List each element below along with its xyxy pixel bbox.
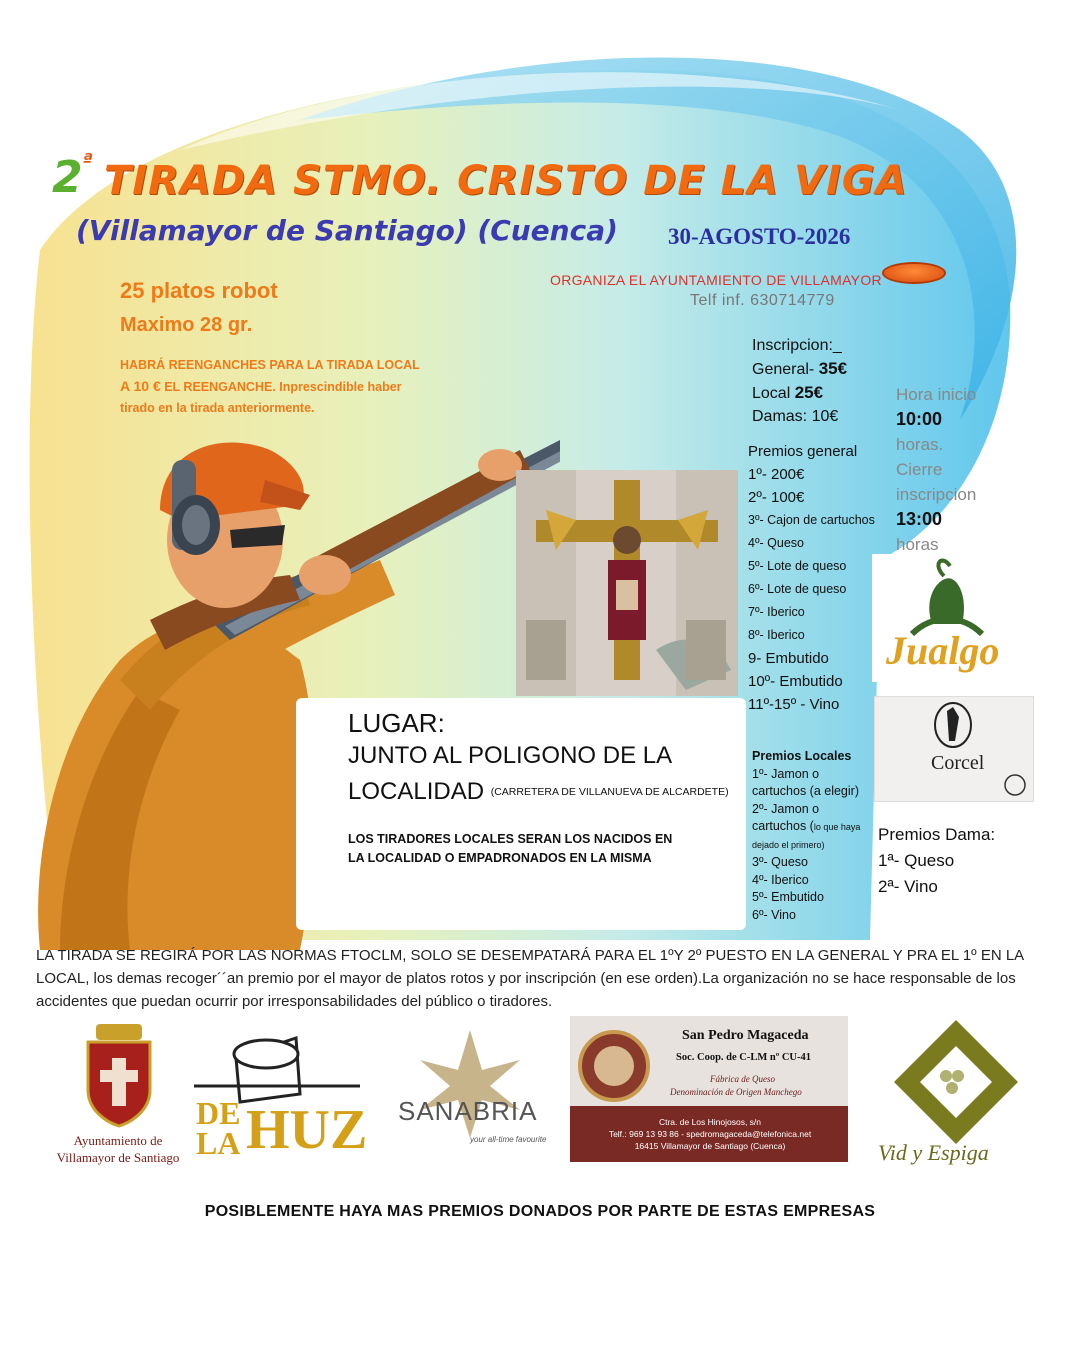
organizer-text: ORGANIZA EL AYUNTAMIENTO DE VILLAMAYOR xyxy=(550,272,882,288)
vid-y-espiga-logo-text: Vid y Espiga xyxy=(878,1140,989,1165)
san-pedro-magaceda-denominacion: Denominación de Origen Manchego xyxy=(670,1087,802,1097)
list-item: 4º- Iberico xyxy=(752,872,809,887)
list-item: 7º- Iberico xyxy=(748,605,805,619)
reenganche-notice: HABRÁ REENGANCHES PARA LA TIRADA LOCAL A 10 € EL REENGANCHE. Inprescindible haber tirado en la tirada anteriormente. xyxy=(120,358,420,415)
women-prizes-heading: Premios Dama: xyxy=(878,825,996,844)
list-item: 6º- Lote de queso xyxy=(748,582,847,596)
horse-icon xyxy=(875,697,1035,803)
vid-y-espiga-icon xyxy=(894,1020,1018,1144)
location-line-2: LOCALIDAD (CARRETERA DE VILLANUEVA DE ALCARDETE) xyxy=(348,778,729,805)
general-prizes xyxy=(748,440,875,716)
schedule: Hora inicio 10:00 horas. Cierre inscripcion 13:00 horas xyxy=(896,385,977,554)
de-la-huz-logo: HUZ xyxy=(246,1099,368,1161)
jualgo-logo xyxy=(872,554,1030,682)
registration-fees: Inscripcion:_ General- 35€ Local 25€ Damas: 10€ xyxy=(752,337,848,425)
general-prizes-heading: Premios general xyxy=(748,443,858,460)
crucifix-photo xyxy=(516,470,738,696)
de-la-huz-logo-prefix: DE LA xyxy=(196,1095,241,1161)
san-pedro-magaceda-soc: Soc. Coop. de C-LM nº CU-41 xyxy=(676,1052,812,1063)
local-shooters-notice: LOS TIRADORES LOCALES SERAN LOS NACIDOS EN LA LOCALIDAD O EMPADRONADOS EN LA MISMA xyxy=(348,832,673,865)
list-item: cartuchos (a elegir) xyxy=(752,784,859,798)
list-item: 6º- Vino xyxy=(752,907,796,922)
targets-count: 25 platos robot xyxy=(120,278,278,303)
crucifix-image xyxy=(516,470,738,696)
list-item: 10º- Embutido xyxy=(748,673,843,690)
ayuntamiento-logo-text: Ayuntamiento de Villamayor de Santiago xyxy=(56,1133,180,1165)
max-weight: Maximo 28 gr. xyxy=(120,314,253,336)
list-item: 4º- Queso xyxy=(748,536,804,550)
list-item: 11º-15º - Vino xyxy=(748,696,840,713)
location-title: LUGAR: xyxy=(348,708,445,738)
san-pedro-magaceda-address: Ctra. de Los Hinojosos, s/n Telf.: 969 13 93 86 - spedromagaceda@telefonica.net 16415 Villamayor de Santiago (Cuenca) xyxy=(608,1117,812,1151)
san-pedro-magaceda-title: San Pedro Magaceda xyxy=(682,1028,809,1043)
local-prizes xyxy=(752,748,882,924)
list-item: dejado el primero) xyxy=(752,839,825,850)
cheese-icon xyxy=(194,1038,360,1102)
list-item: 1º- Jamon o xyxy=(752,766,820,781)
list-item: 5º- Lote de queso xyxy=(748,559,847,573)
list-item: 1ª- Queso xyxy=(878,851,955,870)
list-item: 8º- Iberico xyxy=(748,628,805,642)
sanabria-tagline: your all-time favourite xyxy=(470,1135,547,1144)
location-line-1: JUNTO AL POLIGONO DE LA xyxy=(348,742,673,769)
page-title: TIRADA STMO. CRISTO DE LA VIGA xyxy=(104,158,908,204)
list-item: 2º- 100€ xyxy=(748,489,805,506)
corcel-text: Corcel xyxy=(931,752,985,774)
goat-icon xyxy=(872,554,1030,682)
san-pedro-magaceda-fabrica: Fábrica de Queso xyxy=(710,1074,775,1084)
list-item: 2ª- Vino xyxy=(878,877,938,896)
list-item: 5º- Embutido xyxy=(752,890,824,904)
local-prizes-heading: Premios Locales xyxy=(752,749,852,763)
footer-notice: POSIBLEMENTE HAYA MAS PREMIOS DONADOS POR PARTE DE ESTAS EMPRESAS xyxy=(204,1203,876,1220)
jualgo-text: Jualgo xyxy=(886,628,1000,673)
list-item: cartuchos (lo que haya xyxy=(752,819,861,833)
list-item: 1º- 200€ xyxy=(748,466,805,483)
list-item: 2º- Jamon o xyxy=(752,801,820,816)
list-item: 3º- Cajon de cartuchos xyxy=(748,513,875,527)
sanabria-logo: SANABRIA xyxy=(398,1096,538,1126)
women-prizes xyxy=(878,822,995,900)
event-date: 30-AGOSTO-2026 xyxy=(668,224,851,249)
phone-info: Telf inf. 630714779 xyxy=(690,292,835,309)
coat-of-arms-icon xyxy=(88,1024,150,1126)
corcel-logo xyxy=(874,696,1034,802)
rules-paragraph: LA TIRADA SE REGIRÁ POR LAS NORMAS FTOCLM, SOLO SE DESEMPATARÁ PARA EL 1ºY 2º PUESTO EN LA GENERAL Y PRA EL 1º EN LA LOCAL, los demas recoger´´an premio por el mayor de platos rotos y por inscripción (en ese orden).La organización no se hace responsable de los accidentes que puedan ocurrir por irresponsabilidades del público o tiradores. xyxy=(36,947,1024,1010)
list-item: 3º- Queso xyxy=(752,855,808,869)
list-item: 9- Embutido xyxy=(748,650,829,667)
event-location-subtitle: (Villamayor de Santiago) (Cuenca) xyxy=(76,214,618,247)
edition-number: $2^ª$ xyxy=(52,150,93,203)
clay-target-icon xyxy=(882,262,946,284)
